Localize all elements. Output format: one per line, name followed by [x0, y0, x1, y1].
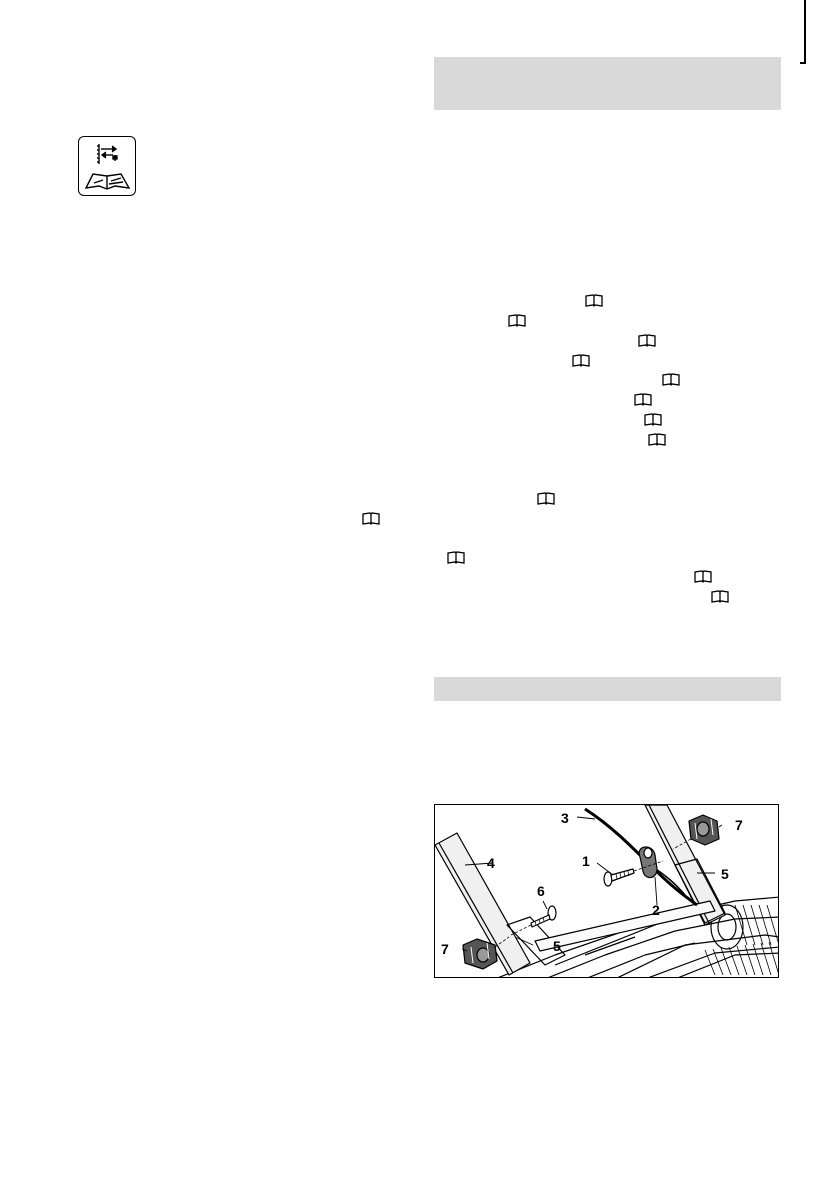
callout-7-top: 7: [735, 817, 743, 833]
subsection-header-bar: [434, 677, 781, 701]
callout-1: 1: [582, 853, 590, 869]
manual-symbol: [78, 136, 136, 196]
handlebar-assembly-drawing: [435, 805, 779, 978]
open-book-icon: [572, 354, 590, 367]
open-book-icon: [508, 314, 526, 327]
read-manual-before-assembly-icon: [79, 137, 137, 197]
open-book-icon: [634, 393, 652, 406]
callout-7-bottom: 7: [441, 941, 449, 957]
callout-4: 4: [487, 855, 495, 871]
open-book-icon: [638, 334, 656, 347]
open-book-icon: [694, 570, 712, 583]
callout-3: 3: [561, 810, 569, 826]
callout-6: 6: [537, 883, 545, 899]
section-header-bar: [434, 57, 781, 110]
open-book-icon: [644, 413, 662, 426]
open-book-icon: [585, 294, 603, 307]
callout-5-right: 5: [721, 866, 729, 882]
assembly-figure: [434, 804, 779, 978]
open-book-icon: [362, 512, 380, 525]
callout-2: 2: [652, 902, 660, 918]
callout-5-left: 5: [553, 938, 561, 954]
open-book-icon: [447, 551, 465, 564]
open-book-icon: [648, 433, 666, 446]
open-book-icon: [537, 492, 555, 505]
open-book-icon: [711, 590, 729, 603]
open-book-icon: [662, 373, 680, 386]
page-corner-bracket: [800, 0, 806, 64]
